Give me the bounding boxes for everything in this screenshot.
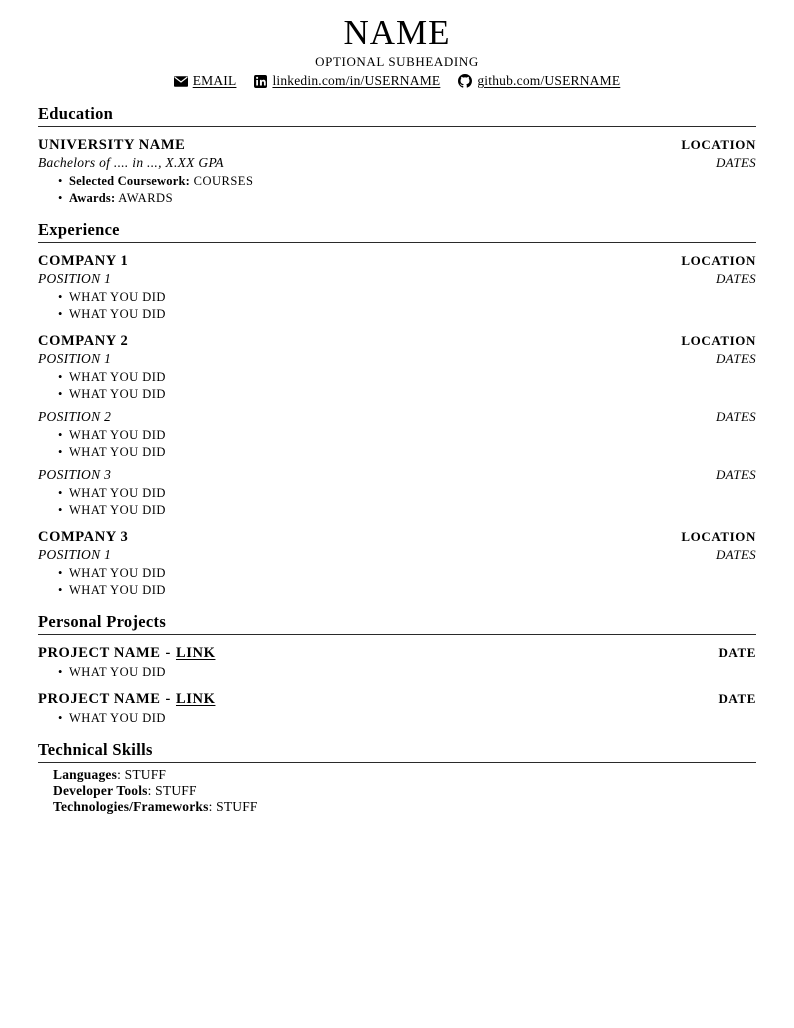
email-icon bbox=[174, 76, 188, 87]
page-title: NAME bbox=[343, 13, 451, 52]
skills-row bbox=[53, 799, 756, 815]
university-name: UNIVERSITY NAME bbox=[38, 137, 186, 153]
section-skills bbox=[38, 740, 756, 815]
project-item bbox=[38, 690, 756, 727]
skills-row bbox=[53, 783, 756, 799]
position-title: POSITION 1 bbox=[38, 271, 112, 286]
position-bullet-list bbox=[38, 427, 756, 460]
position-block bbox=[38, 546, 756, 598]
bullet-item: • WHAT YOU DID bbox=[69, 306, 756, 323]
project-bullet-list bbox=[38, 710, 756, 727]
position-header bbox=[38, 546, 756, 563]
education-entry bbox=[38, 136, 756, 206]
company-name: COMPANY 1 bbox=[38, 253, 129, 269]
projects-section-title: Personal Projects bbox=[38, 612, 756, 635]
bullet-item: • WHAT YOU DID bbox=[69, 565, 756, 582]
email-link[interactable] bbox=[174, 73, 237, 89]
bullet-item: • WHAT YOU DID bbox=[69, 485, 756, 502]
position-bullet-list bbox=[38, 565, 756, 598]
bullet-item: • WHAT YOU DID bbox=[69, 369, 756, 386]
project-header bbox=[38, 690, 756, 708]
skills-label: Developer Tools bbox=[53, 783, 148, 798]
education-degree-row bbox=[38, 154, 756, 171]
company-name: COMPANY 3 bbox=[38, 529, 129, 545]
project-item bbox=[38, 644, 756, 681]
section-education bbox=[38, 104, 756, 206]
position-block bbox=[38, 270, 756, 322]
skills-separator: : bbox=[208, 799, 213, 814]
subheading: OPTIONAL SUBHEADING bbox=[315, 54, 479, 69]
degree-text: Bachelors of .... in ..., X.XX GPA bbox=[38, 155, 224, 170]
project-name: PROJECT NAME bbox=[38, 690, 161, 707]
email-label: EMAIL bbox=[192, 73, 237, 88]
bullet-item: • WHAT YOU DID bbox=[69, 427, 756, 444]
github-label: github.com/USERNAME bbox=[477, 73, 621, 88]
education-dates: DATES bbox=[715, 155, 756, 170]
skills-list bbox=[38, 767, 756, 815]
skills-label: Technologies/Frameworks bbox=[53, 799, 209, 814]
bullet-item: • WHAT YOU DID bbox=[69, 710, 756, 727]
project-date: DATE bbox=[718, 645, 756, 660]
education-bullet-list bbox=[38, 173, 756, 206]
experience-section-title: Experience bbox=[38, 220, 756, 243]
project-header bbox=[38, 644, 756, 662]
project-name: PROJECT NAME bbox=[38, 645, 161, 661]
position-header bbox=[38, 270, 756, 287]
bullet-text: COURSES bbox=[190, 174, 254, 188]
company-location: LOCATION bbox=[681, 529, 756, 544]
github-icon bbox=[458, 74, 472, 88]
position-block bbox=[38, 466, 756, 518]
project-title bbox=[38, 644, 215, 662]
section-experience bbox=[38, 220, 756, 598]
bullet-item: • WHAT YOU DID bbox=[69, 444, 756, 461]
skills-separator: : bbox=[147, 783, 152, 798]
company-header bbox=[38, 332, 756, 350]
position-dates: DATES bbox=[715, 467, 756, 482]
position-header bbox=[38, 350, 756, 367]
contact-row bbox=[38, 73, 756, 89]
position-bullet-list bbox=[38, 485, 756, 518]
position-bullet-list bbox=[38, 369, 756, 402]
project-separator: - bbox=[165, 690, 171, 707]
bullet-item bbox=[69, 173, 756, 190]
linkedin-icon bbox=[254, 75, 267, 88]
skills-value: STUFF bbox=[151, 783, 197, 798]
position-bullet-list bbox=[38, 289, 756, 322]
bullet-label: Selected Coursework: bbox=[69, 174, 190, 188]
linkedin-label: linkedin.com/in/USERNAME bbox=[272, 73, 441, 88]
skills-separator: : bbox=[117, 767, 122, 782]
project-separator: - bbox=[165, 645, 171, 661]
company-header bbox=[38, 252, 756, 270]
position-dates: DATES bbox=[715, 351, 756, 366]
bullet-item: • WHAT YOU DID bbox=[69, 289, 756, 306]
position-title: POSITION 1 bbox=[38, 547, 112, 562]
project-link[interactable]: LINK bbox=[175, 690, 216, 707]
bullet-label: Awards: bbox=[69, 190, 116, 205]
project-link[interactable]: LINK bbox=[175, 645, 216, 661]
education-section-title: Education bbox=[38, 104, 756, 127]
skills-value: STUFF bbox=[121, 767, 167, 782]
company-name: COMPANY 2 bbox=[38, 333, 129, 349]
skills-label: Languages bbox=[53, 767, 118, 782]
skills-row bbox=[53, 767, 756, 783]
education-entry-header bbox=[38, 136, 756, 154]
skills-section-title: Technical Skills bbox=[38, 740, 756, 763]
position-dates: DATES bbox=[715, 271, 756, 286]
company-block bbox=[38, 528, 756, 598]
section-projects bbox=[38, 612, 756, 726]
position-title: POSITION 1 bbox=[38, 351, 112, 366]
position-header bbox=[38, 466, 756, 483]
company-header bbox=[38, 528, 756, 546]
project-date: DATE bbox=[718, 690, 756, 706]
linkedin-link[interactable] bbox=[254, 73, 440, 89]
education-location: LOCATION bbox=[681, 137, 756, 152]
position-block bbox=[38, 408, 756, 460]
position-title: POSITION 3 bbox=[38, 467, 112, 482]
project-title bbox=[38, 690, 215, 708]
position-block bbox=[38, 350, 756, 402]
company-block bbox=[38, 332, 756, 518]
bullet-item: • WHAT YOU DID bbox=[69, 386, 756, 403]
bullet-item bbox=[69, 190, 756, 207]
skills-value: STUFF bbox=[212, 799, 258, 814]
position-dates: DATES bbox=[715, 409, 756, 424]
github-link[interactable] bbox=[458, 73, 620, 89]
company-block bbox=[38, 252, 756, 322]
bullet-item: • WHAT YOU DID bbox=[69, 664, 756, 681]
bullet-item: • WHAT YOU DID bbox=[69, 502, 756, 519]
bullet-text: AWARDS bbox=[115, 190, 174, 205]
company-location: LOCATION bbox=[681, 333, 756, 348]
project-bullet-list bbox=[38, 664, 756, 681]
resume-header bbox=[38, 13, 756, 89]
company-location: LOCATION bbox=[681, 253, 756, 268]
position-dates: DATES bbox=[715, 547, 756, 562]
position-title: POSITION 2 bbox=[38, 409, 112, 424]
position-header bbox=[38, 408, 756, 425]
bullet-item: • WHAT YOU DID bbox=[69, 582, 756, 599]
